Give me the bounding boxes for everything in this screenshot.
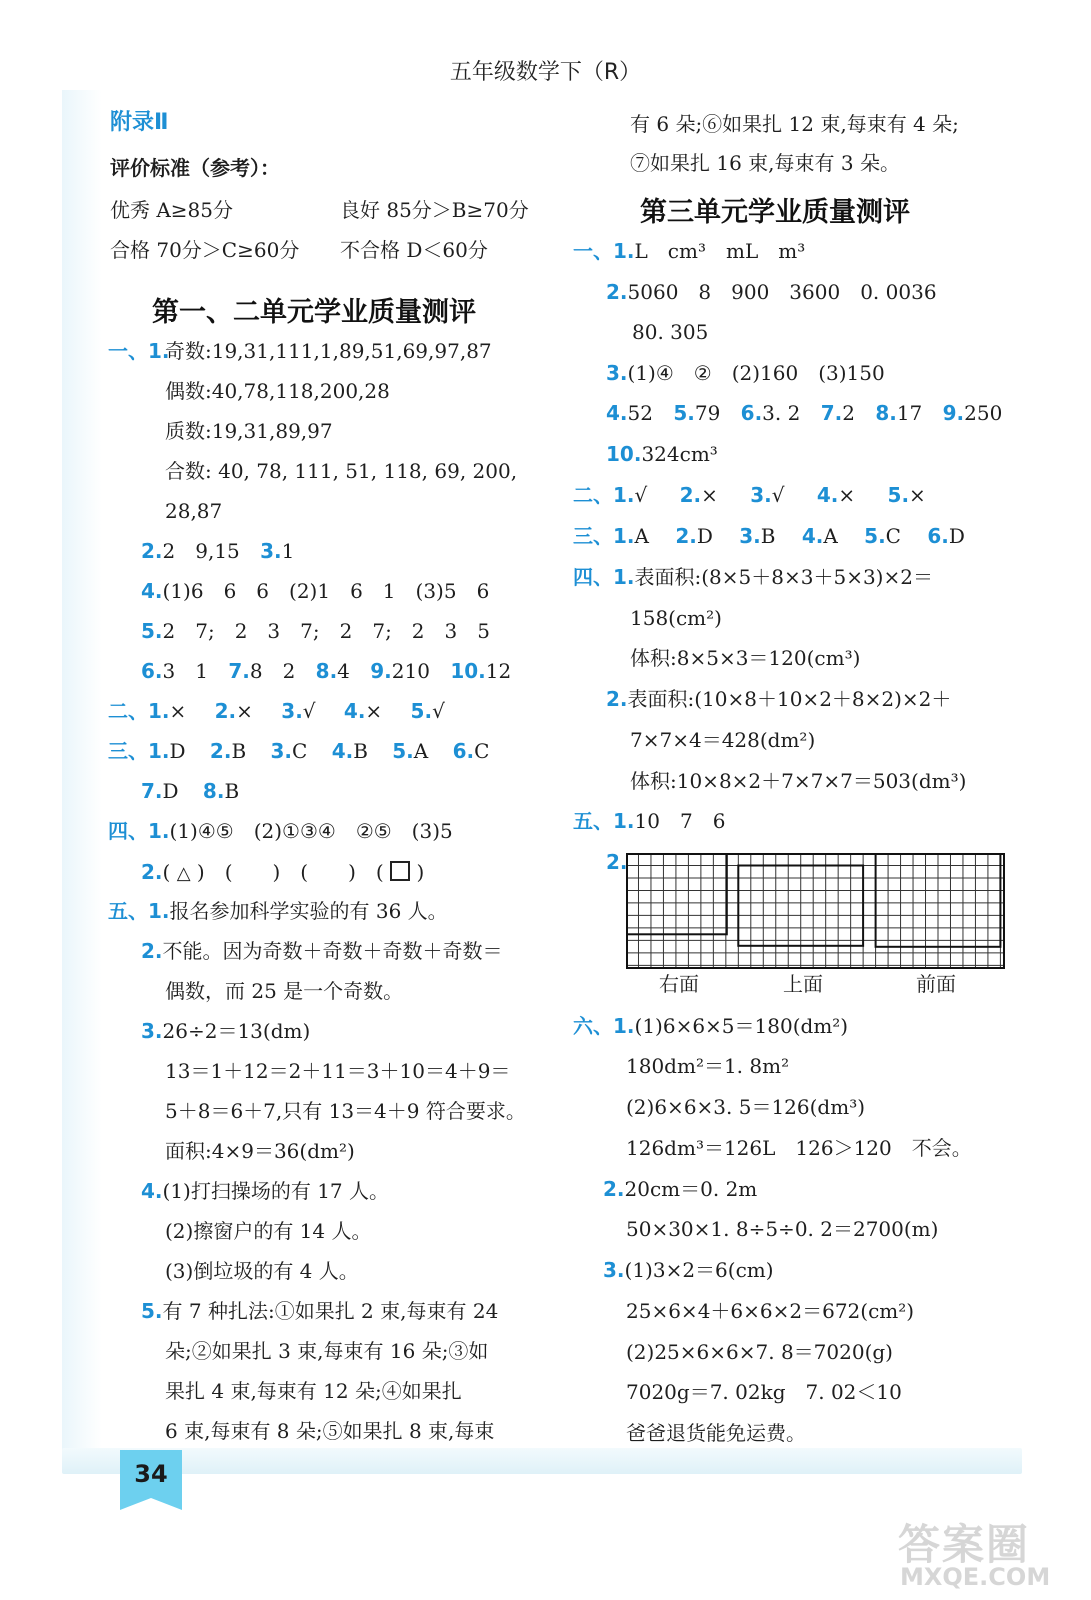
u3-s3-n3: 3. — [739, 524, 761, 548]
appendix-title: 附录Ⅱ — [110, 110, 169, 135]
u12-q1-prime: 质数:19,31,89,97 — [165, 419, 333, 443]
u3-s4-a2b: 7×7×4＝428(dm²) — [630, 728, 816, 752]
u12-s3-n6: 6. — [452, 739, 475, 763]
u12-s5-label: 五、1. — [108, 899, 170, 923]
u12-s3-a4: B — [353, 739, 368, 763]
u12-q2-q3 — [141, 541, 294, 561]
u12-s5-n5: 5. — [141, 1299, 163, 1323]
u3-s3-a5: C — [885, 524, 901, 548]
u3-s4-a2a: 表面积:(10×8＋10×2＋8×2)×2＋ — [627, 687, 952, 711]
u3-s6-a3e: 爸爸退货能免运费。 — [626, 1421, 806, 1445]
u12-s5-a5c: 果扎 4 束,每束有 12 朵;④如果扎 — [165, 1379, 462, 1403]
u12-s4-q1 — [108, 821, 453, 841]
u12-s5-n2: 2. — [141, 939, 163, 963]
u3-s6-a3c: (2)25×6×6×7. 8＝7020(g) — [626, 1340, 893, 1364]
u3-s3-n4: 4. — [801, 524, 824, 548]
u12-s3-n4: 4. — [331, 739, 354, 763]
u12-s5-a3a: 26÷2＝13(dm) — [162, 1019, 311, 1043]
u3-a2: 5060 8 900 3600 0. 0036 — [627, 280, 937, 304]
u3-a6: 3. 2 — [762, 401, 801, 425]
u3-s6-label: 六、1. — [573, 1014, 635, 1038]
u3-s6-a1c: (2)6×6×3. 5＝126(dm³) — [626, 1095, 866, 1119]
u12-q6-q10 — [141, 661, 511, 681]
u12-s4-a1: (1)④⑤ (2)①③④ ②⑤ (3)5 — [169, 819, 453, 843]
u3-s4-n2: 2. — [606, 687, 628, 711]
u3-s4-q2 — [606, 689, 951, 709]
u3-s2-a5: × — [909, 483, 926, 507]
u3-s6-a3b: 25×6×4＋6×6×2＝672(cm²) — [626, 1299, 915, 1323]
u3-n4: 4. — [606, 401, 628, 425]
u12-s5-a4c: (3)倒垃圾的有 4 人。 — [165, 1259, 359, 1283]
u3-q2 — [606, 282, 937, 302]
u3-a9: 250 — [964, 401, 1003, 425]
u12-n2: 2. — [141, 539, 163, 563]
u3-n2: 2. — [606, 280, 628, 304]
u3-s3-n6: 6. — [927, 524, 949, 548]
u12-s4-a2-close: ) — [416, 860, 425, 884]
u3-s6-n2: 2. — [603, 1177, 625, 1201]
u12-s5-q2 — [141, 941, 503, 961]
u3-s2-n5: 5. — [887, 483, 910, 507]
grid-label-top: 上面 — [783, 972, 823, 996]
u12-s4-n2: 2. — [141, 860, 163, 884]
u3-s4-a2c: 体积:10×8×2＋7×7×7＝503(dm³) — [630, 769, 967, 793]
u12-s5-a2a: 不能。因为奇数＋奇数＋奇数＋奇数＝ — [162, 939, 503, 963]
u3-s5-n2: 2. — [606, 850, 628, 874]
u12-s2 — [108, 701, 445, 721]
u12-n4: 4. — [141, 579, 163, 603]
grid-border — [627, 854, 1004, 968]
u12-a6: 3 1 — [162, 659, 208, 683]
bottom-decor-band — [62, 1448, 1022, 1474]
u3-q3 — [606, 363, 885, 383]
u12-s5-a5b: 朵;②如果扎 3 束,每束有 16 朵;③如 — [165, 1339, 489, 1363]
u12-s4-a2-open: ( — [162, 860, 171, 884]
u3-s2-n3: 3. — [750, 483, 772, 507]
u3-s6-a1a: (1)6×6×5＝180(dm²) — [634, 1014, 849, 1038]
square-icon — [390, 861, 410, 881]
u3-n8: 8. — [875, 401, 897, 425]
u3-s5-q1 — [573, 811, 725, 831]
u12-q5 — [141, 621, 490, 641]
u12-q1-composite-cont: 28,87 — [165, 499, 223, 523]
u12-s3-a1: D — [169, 739, 186, 763]
u12-s2-n5: 5. — [410, 699, 433, 723]
u3-s6-a1b: 180dm²＝1. 8m² — [626, 1054, 790, 1078]
u3-a7: 2 — [842, 401, 855, 425]
criteria-fail: 不合格 D＜60分 — [340, 238, 488, 262]
u3-n5: 5. — [673, 401, 695, 425]
criteria-label: 评价标准（参考）： — [110, 156, 280, 180]
u12-s5-a5a: 有 7 种扎法:①如果扎 2 束,每束有 24 — [162, 1299, 499, 1323]
u12-s2-a1: × — [169, 699, 187, 723]
u3-a5: 79 — [694, 401, 721, 425]
u3-a1: L cm³ mL m³ — [634, 239, 806, 263]
u12-s3-a2: B — [231, 739, 247, 763]
u3-s5-label: 五、1. — [573, 809, 635, 833]
u12-s3-n5: 5. — [392, 739, 414, 763]
u12-a7: 8 2 — [249, 659, 296, 683]
u12-n8: 8. — [315, 659, 338, 683]
u12-s3-a7: D — [162, 779, 179, 803]
u3-a4: 52 — [627, 401, 653, 425]
u12-s5-a4a: (1)打扫操场的有 17 人。 — [162, 1179, 390, 1203]
u3-s3-a1: A — [634, 524, 649, 548]
u3-n10: 10. — [606, 442, 642, 466]
grid-lines — [627, 854, 1004, 968]
criteria-good: 良好 85分＞B≥70分 — [340, 198, 529, 222]
u12-n7: 7. — [228, 659, 250, 683]
u12-a2: 2 9,15 — [162, 539, 240, 563]
u12-n10: 10. — [450, 659, 486, 683]
u3-n3: 3. — [606, 361, 628, 385]
u3-s4-a1b: 158(cm²) — [630, 606, 722, 630]
unit12-title: 第一、二单元学业质量测评 — [152, 297, 476, 328]
u12-s5-a2b: 偶数，而 25 是一个奇数。 — [165, 979, 404, 1003]
u12-q1-composite: 合数: 40, 78, 111, 51, 118, 69, 200, — [165, 459, 518, 483]
u3-s5-a1: 10 7 6 — [634, 809, 726, 833]
u12-a4: (1)6 6 6 (2)1 6 1 (3)5 6 — [162, 579, 490, 603]
u3-s3-a6: D — [948, 524, 965, 548]
u12-s4-a2-mid: ) ( ) ( ) ( — [196, 860, 384, 884]
u3-s1-q1 — [573, 241, 805, 261]
u12-s2-n4: 4. — [343, 699, 366, 723]
u3-s6-a3d: 7020g＝7. 02kg 7. 02＜10 — [626, 1380, 902, 1404]
u12-s2-label: 二、1. — [108, 699, 170, 723]
u12-s5-q1 — [108, 901, 448, 921]
u12-s5-a4b: (2)擦窗户的有 14 人。 — [165, 1219, 372, 1243]
watermark-url: MXQE.COM — [900, 1563, 1051, 1591]
u3-s2-n4: 4. — [816, 483, 839, 507]
u12-s2-a2: × — [236, 699, 253, 723]
grid-label-right: 右面 — [659, 972, 699, 996]
u12-s3-row2 — [141, 781, 239, 801]
u3-s6-a2a: 20cm＝0. 2m — [624, 1177, 758, 1201]
u12-a5: 2 7; 2 3 7; 2 7; 2 3 5 — [162, 619, 490, 643]
u12-s2-n3: 3. — [281, 699, 303, 723]
u3-s2-n2: 2. — [679, 483, 702, 507]
u12-s5-a3d: 面积:4×9＝36(dm²) — [165, 1139, 355, 1163]
u12-s5-n3: 3. — [141, 1019, 163, 1043]
u3-s2 — [573, 485, 926, 505]
u12-s2-n2: 2. — [214, 699, 237, 723]
u12-a9: 210 — [391, 659, 430, 683]
u3-s4-a1a: 表面积:(8×5＋8×3＋5×3)×2＝ — [634, 565, 933, 589]
u12-s3-a5: A — [413, 739, 429, 763]
u12-s5-a5f: ⑦如果扎 16 束,每束有 3 朵。 — [630, 151, 900, 175]
watermark-logo: 答案圈 — [898, 1520, 1031, 1569]
u12-a3: 1 — [281, 539, 295, 563]
u3-s3-a4: A — [823, 524, 838, 548]
u12-s3-label: 三、1. — [108, 739, 170, 763]
u3-s6-n3: 3. — [603, 1258, 625, 1282]
u3-s4-a1c: 体积:8×5×3＝120(cm³) — [630, 646, 861, 670]
u12-s4-label: 四、1. — [108, 819, 170, 843]
u12-s3-a3: C — [292, 739, 308, 763]
u3-s3-n5: 5. — [864, 524, 886, 548]
u3-a3: (1)④ ② (2)160 (3)150 — [627, 361, 885, 385]
left-decor-band — [62, 90, 102, 1470]
u12-q4 — [141, 581, 489, 601]
u3-s2-a2: × — [701, 483, 718, 507]
u12-s5-a3b: 13＝1＋12＝2＋11＝3＋10＝4＋9＝ — [165, 1059, 511, 1083]
view-grid-figure — [626, 853, 1006, 969]
triangle-icon: △ — [176, 863, 191, 884]
u3-s3-n2: 2. — [675, 524, 697, 548]
u12-s5-q4 — [141, 1181, 389, 1201]
u3-a2b: 80. 305 — [632, 320, 709, 344]
u12-s3-n8: 8. — [202, 779, 225, 803]
u12-s5-a1: 报名参加科学实验的有 36 人。 — [169, 899, 448, 923]
u3-n9: 9. — [942, 401, 965, 425]
right-view-shape — [627, 854, 727, 934]
u3-s2-a3: √ — [771, 483, 785, 507]
u3-s1-label: 一、1. — [573, 239, 635, 263]
u12-a10: 12 — [485, 659, 512, 683]
u3-s4-label: 四、1. — [573, 565, 635, 589]
u3-s6-q1 — [573, 1016, 848, 1036]
u12-s5-a3c: 5＋8＝6＋7,只有 13＝4＋9 符合要求。 — [165, 1099, 526, 1123]
u12-s3-n3: 3. — [270, 739, 293, 763]
u12-a8: 4 — [337, 659, 350, 683]
u12-q1-even: 偶数:40,78,118,200,28 — [165, 379, 390, 403]
u3-s4-q1 — [573, 567, 933, 587]
criteria-pass: 合格 70分＞C≥60分 — [110, 238, 300, 262]
u3-q4-q9 — [606, 403, 1002, 423]
u3-a8: 17 — [896, 401, 923, 425]
u12-q1-odd: 奇数:19,31,111,1,89,51,69,97,87 — [165, 339, 492, 363]
u3-n6: 6. — [740, 401, 763, 425]
u12-n3: 3. — [260, 539, 282, 563]
u3-q10 — [606, 444, 718, 464]
u12-n9: 9. — [370, 659, 392, 683]
u3-s2-a1: √ — [634, 483, 648, 507]
u3-s2-a4: × — [838, 483, 856, 507]
u12-s5-a5e: 有 6 朵;⑥如果扎 12 束,每束有 4 朵; — [630, 112, 959, 136]
u12-s5-n4: 4. — [141, 1179, 163, 1203]
u12-s3-n7: 7. — [141, 779, 163, 803]
u12-s2-a5: √ — [432, 699, 445, 723]
u3-s6-a2b: 50×30×1. 8÷5÷0. 2＝2700(m) — [626, 1217, 939, 1241]
u3-n7: 7. — [820, 401, 843, 425]
u12-n5: 5. — [141, 619, 163, 643]
u12-s3-a6: C — [474, 739, 490, 763]
u3-s3-label: 三、1. — [573, 524, 635, 548]
u3-s3 — [573, 526, 965, 546]
u3-s6-q3 — [603, 1260, 774, 1280]
unit3-title: 第三单元学业质量测评 — [640, 197, 910, 228]
page-header: 五年级数学下（R） — [449, 60, 642, 85]
u3-a10: 324cm³ — [641, 442, 718, 466]
u12-s4-q2 — [141, 861, 424, 883]
u3-s6-a1d: 126dm³＝126L 126＞120 不会。 — [626, 1136, 972, 1160]
page-number: 34 — [134, 1460, 168, 1488]
u3-s6-q2 — [603, 1179, 757, 1199]
u12-s2-a3: √ — [302, 699, 316, 723]
grid-label-front: 前面 — [916, 972, 956, 996]
u12-s2-a4: × — [365, 699, 383, 723]
criteria-excellent: 优秀 A≥85分 — [110, 198, 234, 222]
u3-s2-label: 二、1. — [573, 483, 635, 507]
u12-s5-a5d: 6 束,每束有 8 朵;⑤如果扎 8 束,每束 — [165, 1419, 495, 1443]
u12-s5-q3 — [141, 1021, 310, 1041]
u3-s3-a3: B — [760, 524, 776, 548]
u12-s1-label: 一、1. — [108, 339, 170, 363]
u12-n6: 6. — [141, 659, 163, 683]
u12-s3-row1 — [108, 741, 489, 761]
u12-s5-q5 — [141, 1301, 498, 1321]
u12-s3-a8: B — [224, 779, 240, 803]
u3-s6-a3a: (1)3×2＝6(cm) — [624, 1258, 774, 1282]
u3-s3-a2: D — [696, 524, 713, 548]
u12-s3-n2: 2. — [209, 739, 232, 763]
